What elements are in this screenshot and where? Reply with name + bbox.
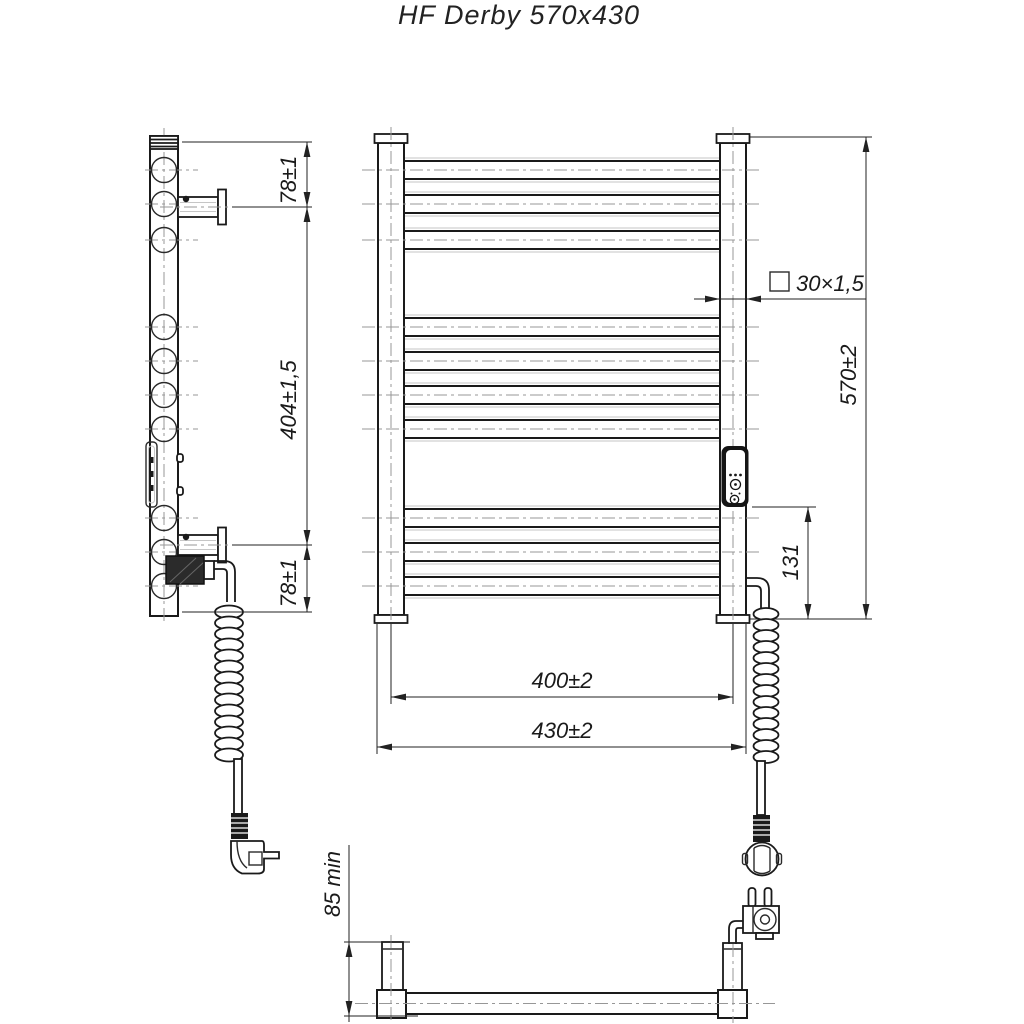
page-title: HF Derby 570x430 bbox=[397, 0, 641, 30]
dimension-height bbox=[836, 137, 869, 619]
dim-label-side-middle: 404±1,5 bbox=[276, 360, 301, 440]
dim-label-height: 570±2 bbox=[836, 344, 861, 406]
dimension-widths bbox=[377, 624, 746, 754]
dim-label-profile: 30×1,5 bbox=[796, 271, 864, 296]
dim-label-width-outer: 430±2 bbox=[531, 718, 593, 743]
top-view bbox=[320, 845, 779, 1023]
control-panel bbox=[722, 446, 749, 507]
dim-label-wall: 85 min bbox=[320, 850, 345, 918]
dim-label-side-top: 78±1 bbox=[276, 155, 301, 205]
coiled-cable-right bbox=[746, 578, 779, 842]
power-plug-right bbox=[743, 843, 782, 876]
dim-label-side-bottom: 78±1 bbox=[276, 558, 301, 608]
power-plug-left bbox=[231, 841, 279, 874]
side-post-cap bbox=[150, 136, 178, 149]
rungs bbox=[404, 158, 720, 598]
dim-label-cable: 131 bbox=[778, 543, 803, 581]
square-profile-icon bbox=[770, 272, 789, 291]
dim-label-width-inner: 400±2 bbox=[531, 668, 593, 693]
cable-ferrule-left bbox=[231, 813, 248, 839]
power-plug-top-view bbox=[729, 888, 779, 944]
coiled-cable-left bbox=[215, 606, 248, 840]
side-view bbox=[145, 128, 312, 874]
front-view bbox=[362, 127, 872, 876]
cable-ferrule-right bbox=[753, 815, 770, 842]
bracket-top-left bbox=[382, 942, 403, 992]
